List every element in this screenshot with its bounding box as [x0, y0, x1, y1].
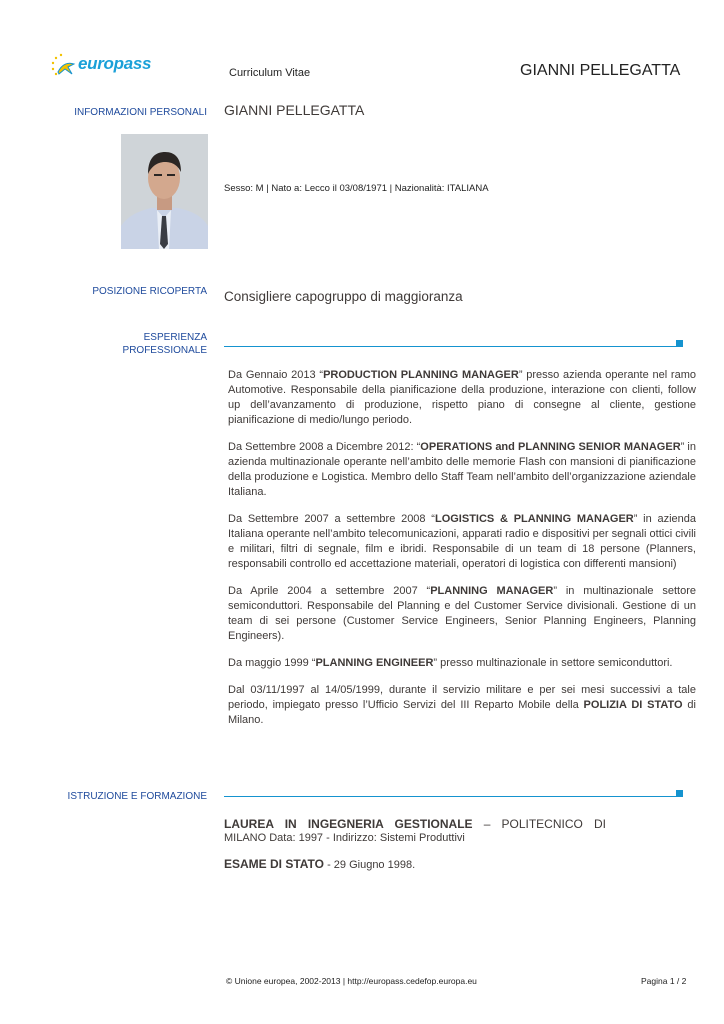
section-divider-square [676, 790, 683, 797]
section-divider-education [224, 796, 680, 797]
section-label-experience-line2: PROFESSIONALE [122, 345, 207, 356]
position-value: Consigliere capogruppo di maggioranza [224, 289, 463, 304]
section-divider-experience [224, 346, 680, 347]
degree-title: LAUREA IN INGEGNERIA GESTIONALE – POLITECNICO DI [224, 817, 606, 831]
footer-page-number: Pagina 1 / 2 [641, 976, 687, 986]
section-label-education: ISTRUZIONE E FORMAZIONE [67, 791, 207, 802]
experience-entry: Da maggio 1999 “PLANNING ENGINEER” presso multinazionale in settore semiconduttori. [228, 657, 673, 669]
experience-list [228, 368, 696, 740]
footer-copyright: © Unione europea, 2002-2013 | http://europass.cedefop.europa.eu [226, 976, 477, 986]
europass-star-icon [50, 52, 80, 82]
degree-details: MILANO Data: 1997 - Indirizzo: Sistemi Produttivi [224, 832, 465, 844]
state-exam: ESAME DI STATO - 29 Giugno 1998. [224, 857, 416, 871]
logo-euro: euro [78, 54, 114, 73]
logo-wordmark [78, 54, 151, 74]
experience-entry: Dal 03/11/1997 al 14/05/1999, durante il servizio militare e per sei mesi successivi a tale periodo, impiegato presso l’Ufficio Servizi del III Reparto Mobile della POLIZIA DI STATO di Milano. [228, 684, 696, 726]
full-name: GIANNI PELLEGATTA [224, 102, 365, 118]
experience-entry: Da Settembre 2008 a Dicembre 2012: “OPERATIONS and PLANNING SENIOR MANAGER” in azienda multinazionale operante nell’ambito delle memorie Flash con mansioni di pianificazione della produzione e Logistica. Membro dello Staff Team nell’ambito dell’organizzazione aziendale Italiana. [228, 441, 696, 498]
section-label-personal: INFORMAZIONI PERSONALI [74, 107, 207, 118]
personal-details: Sesso: M | Nato a: Lecco il 03/08/1971 | Nazionalità: ITALIANA [224, 183, 489, 194]
section-label-experience [47, 331, 207, 357]
section-label-position: POSIZIONE RICOPERTA [92, 286, 207, 297]
europass-logo [50, 52, 160, 84]
portrait-image [121, 134, 208, 249]
doc-label: Curriculum Vitae [229, 67, 311, 79]
experience-entry: Da Aprile 2004 a settembre 2007 “PLANNING MANAGER” in multinazionale settore semiconduttori. Responsabile del Planning e del Customer Service divisionali. Gestione di un team di sei persone (Customer Service Engineers, Senior Planning Engineers, Planning Engineers). [228, 585, 696, 642]
profile-photo [121, 134, 208, 249]
experience-entry: Da Settembre 2007 a settembre 2008 “LOGISTICS & PLANNING MANAGER” in azienda Italiana operante nell’ambito telecomunicazioni, apparati radio e dispositivi per segnali ottici civili e militari, filtri di segnale, film e ibridi. Responsabile di un team di 18 persone (Planners, responsabili controllo ed accettazione materiali, operatori di logistica con differenti mansioni) [228, 513, 696, 570]
logo-pass: pass [113, 54, 152, 73]
section-divider-square [676, 340, 683, 347]
section-label-experience-line1: ESPERIENZA [143, 332, 207, 343]
experience-entry: Da Gennaio 2013 “PRODUCTION PLANNING MANAGER” presso azienda operante nel ramo Automotive. Responsabile della pianificazione della produzione, interazione con clienti, follow up dell’avanzamento di produzione, rispetto piano di consegne al cliente, gestione pianificazione di medio/lungo periodo. [228, 369, 696, 426]
header-name: GIANNI PELLEGATTA [520, 62, 681, 79]
